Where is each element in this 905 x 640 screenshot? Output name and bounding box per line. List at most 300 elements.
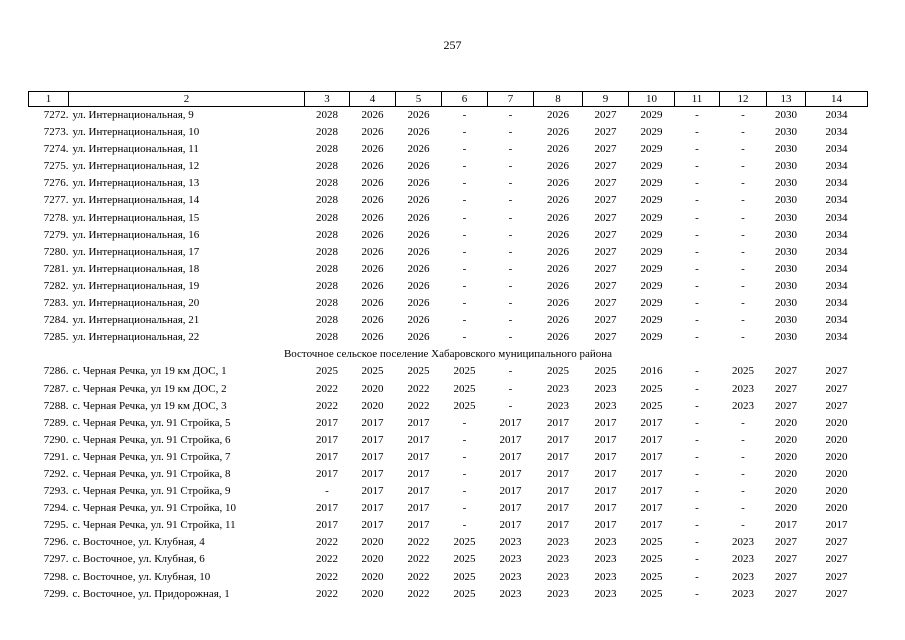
- address-cell: с. Черная Речка, ул. 91 Стройка, 10: [72, 502, 237, 515]
- address-cell: ул. Интернациональная, 21: [72, 314, 200, 327]
- year-cell: 2023: [499, 536, 522, 549]
- table-row: [29, 586, 868, 603]
- year-cell: 2026: [407, 177, 430, 190]
- year-cell: 2025: [407, 365, 430, 378]
- year-cell: -: [462, 297, 467, 310]
- row-number: 7287.: [43, 382, 69, 395]
- year-cell: -: [462, 279, 467, 292]
- year-cell: -: [462, 143, 467, 156]
- year-cell: 2023: [594, 399, 617, 412]
- year-cell: -: [508, 399, 513, 412]
- year-cell: 2027: [775, 536, 797, 549]
- year-cell: 2017: [640, 450, 663, 463]
- year-cell: 2027: [594, 262, 617, 275]
- year-cell: -: [462, 416, 467, 429]
- year-cell: 2017: [316, 416, 338, 429]
- year-cell: 2026: [361, 297, 384, 310]
- year-cell: 2023: [499, 587, 522, 600]
- year-cell: 2022: [316, 382, 338, 395]
- table-row: [29, 329, 868, 346]
- year-cell: -: [741, 177, 745, 190]
- year-cell: -: [508, 382, 513, 395]
- table-row: [29, 175, 868, 192]
- year-cell: 2026: [547, 245, 569, 258]
- year-cell: 2027: [594, 245, 617, 258]
- year-cell: 2017: [316, 502, 338, 515]
- row-number: 7286.: [43, 365, 69, 378]
- year-cell: 2034: [825, 279, 848, 292]
- year-cell: 2027: [825, 587, 848, 600]
- year-cell: 2029: [640, 314, 663, 327]
- year-cell: 2022: [407, 587, 430, 600]
- year-cell: -: [462, 211, 467, 224]
- year-cell: 2017: [361, 485, 384, 498]
- year-cell: 2030: [775, 262, 797, 275]
- year-cell: 2025: [640, 570, 663, 583]
- year-cell: 2025: [547, 365, 569, 378]
- table-row: [29, 124, 868, 141]
- year-cell: 2030: [775, 228, 797, 241]
- year-cell: -: [741, 160, 745, 173]
- year-cell: 2030: [775, 194, 797, 207]
- year-cell: 2020: [361, 553, 384, 566]
- year-cell: -: [741, 314, 745, 327]
- year-cell: 2017: [407, 467, 430, 480]
- year-cell: 2026: [407, 245, 430, 258]
- year-cell: -: [695, 211, 699, 224]
- address-cell: ул. Интернациональная, 10: [72, 126, 200, 139]
- address-cell: с. Черная Речка, ул. 91 Стройка, 11: [72, 519, 236, 532]
- row-number: 7293.: [43, 485, 69, 498]
- year-cell: 2017: [594, 450, 617, 463]
- year-cell: 2022: [407, 382, 430, 395]
- section-title: Восточное сельское поселение Хабаровского муниципального района: [283, 348, 613, 361]
- address-cell: ул. Интернациональная, 16: [72, 228, 200, 241]
- row-number: 7272.: [43, 109, 69, 121]
- row-number: 7273.: [43, 126, 69, 139]
- year-cell: 2023: [547, 570, 569, 583]
- year-cell: 2027: [594, 331, 617, 344]
- year-cell: -: [508, 194, 513, 207]
- row-number: 7279.: [43, 228, 69, 241]
- address-cell: ул. Интернациональная, 9: [72, 109, 194, 121]
- year-cell: 2020: [825, 467, 848, 480]
- year-cell: 2017: [640, 502, 663, 515]
- registry-table: [28, 91, 868, 603]
- year-cell: -: [741, 485, 745, 498]
- year-cell: 2030: [775, 331, 797, 344]
- year-cell: 2026: [547, 126, 569, 139]
- row-number: 7299.: [43, 587, 69, 600]
- year-cell: 2028: [316, 297, 338, 310]
- table-row: [29, 381, 868, 398]
- year-cell: 2020: [775, 416, 797, 429]
- year-cell: 2023: [594, 587, 617, 600]
- year-cell: 2026: [361, 177, 384, 190]
- table-row: [29, 483, 868, 500]
- row-number: 7281.: [43, 262, 69, 275]
- year-cell: -: [508, 177, 513, 190]
- row-number: 7274.: [43, 143, 69, 156]
- year-cell: -: [462, 228, 467, 241]
- year-cell: -: [462, 177, 467, 190]
- year-cell: -: [741, 450, 745, 463]
- year-cell: 2027: [825, 399, 848, 412]
- year-cell: 2017: [547, 416, 569, 429]
- year-cell: 2026: [361, 160, 384, 173]
- address-cell: с. Черная Речка, ул. 91 Стройка, 7: [72, 450, 231, 463]
- year-cell: -: [695, 228, 699, 241]
- year-cell: 2027: [594, 109, 617, 121]
- year-cell: 2027: [594, 228, 617, 241]
- table-row: [29, 278, 868, 295]
- year-cell: -: [462, 519, 467, 532]
- year-cell: -: [741, 109, 745, 121]
- address-cell: с. Восточное, ул. Клубная, 4: [72, 536, 205, 549]
- year-cell: -: [508, 245, 513, 258]
- year-cell: -: [695, 109, 699, 121]
- year-cell: -: [462, 109, 467, 121]
- year-cell: 2017: [316, 467, 338, 480]
- year-cell: 2020: [361, 587, 384, 600]
- table-row: [29, 141, 868, 158]
- year-cell: 2017: [547, 450, 569, 463]
- address-cell: ул. Интернациональная, 22: [72, 331, 200, 344]
- year-cell: 2023: [499, 553, 522, 566]
- year-cell: 2026: [547, 211, 569, 224]
- year-cell: 2026: [407, 211, 430, 224]
- year-cell: 2027: [594, 160, 617, 173]
- table-row: [29, 363, 868, 380]
- header-cell: 3: [305, 92, 350, 107]
- year-cell: -: [695, 279, 699, 292]
- row-number: 7277.: [43, 194, 69, 207]
- year-cell: 2026: [407, 194, 430, 207]
- year-cell: 2017: [499, 502, 522, 515]
- year-cell: 2029: [640, 160, 663, 173]
- year-cell: 2027: [594, 279, 617, 292]
- year-cell: 2034: [825, 314, 848, 327]
- year-cell: 2017: [316, 433, 338, 446]
- year-cell: -: [695, 467, 699, 480]
- address-cell: с. Восточное, ул. Клубная, 6: [72, 553, 205, 566]
- address-cell: с. Черная Речка, ул. 91 Стройка, 6: [72, 433, 231, 446]
- year-cell: 2017: [499, 519, 522, 532]
- year-cell: -: [695, 433, 699, 446]
- year-cell: -: [695, 382, 699, 395]
- year-cell: -: [462, 314, 467, 327]
- year-cell: 2029: [640, 177, 663, 190]
- year-cell: 2022: [316, 399, 338, 412]
- year-cell: 2025: [453, 587, 476, 600]
- year-cell: 2020: [825, 485, 848, 498]
- year-cell: 2028: [316, 279, 338, 292]
- year-cell: 2028: [316, 160, 338, 173]
- address-cell: ул. Интернациональная, 19: [72, 279, 200, 292]
- year-cell: 2017: [640, 467, 663, 480]
- row-number: 7276.: [43, 177, 69, 190]
- table-row: [29, 107, 868, 125]
- year-cell: -: [695, 587, 699, 600]
- year-cell: 2027: [594, 126, 617, 139]
- year-cell: -: [741, 331, 745, 344]
- year-cell: 2029: [640, 228, 663, 241]
- year-cell: 2022: [407, 536, 430, 549]
- year-cell: -: [695, 245, 699, 258]
- year-cell: -: [462, 485, 467, 498]
- year-cell: 2026: [547, 297, 569, 310]
- row-number: 7278.: [43, 211, 69, 224]
- year-cell: -: [462, 126, 467, 139]
- year-cell: 2029: [640, 262, 663, 275]
- year-cell: 2025: [640, 536, 663, 549]
- year-cell: 2029: [640, 331, 663, 344]
- header-cell: 6: [442, 92, 488, 107]
- year-cell: 2026: [361, 331, 384, 344]
- year-cell: 2026: [407, 143, 430, 156]
- year-cell: 2025: [640, 553, 663, 566]
- table-row: [29, 551, 868, 568]
- year-cell: 2026: [361, 109, 384, 121]
- year-cell: -: [695, 194, 699, 207]
- year-cell: 2034: [825, 297, 848, 310]
- year-cell: -: [741, 297, 745, 310]
- year-cell: 2025: [594, 365, 617, 378]
- year-cell: 2030: [775, 109, 797, 121]
- row-number: 7282.: [43, 279, 69, 292]
- year-cell: 2022: [316, 570, 338, 583]
- year-cell: -: [462, 331, 467, 344]
- year-cell: 2028: [316, 314, 338, 327]
- year-cell: 2026: [407, 331, 430, 344]
- year-cell: 2023: [732, 570, 754, 583]
- year-cell: 2017: [407, 433, 430, 446]
- year-cell: 2017: [361, 433, 384, 446]
- year-cell: 2025: [453, 365, 476, 378]
- year-cell: 2023: [732, 587, 754, 600]
- year-cell: 2023: [732, 536, 754, 549]
- year-cell: 2017: [825, 519, 848, 532]
- year-cell: 2029: [640, 194, 663, 207]
- year-cell: 2017: [547, 433, 569, 446]
- year-cell: 2017: [499, 433, 522, 446]
- year-cell: 2028: [316, 109, 338, 121]
- address-cell: ул. Интернациональная, 12: [72, 160, 200, 173]
- year-cell: -: [741, 416, 745, 429]
- year-cell: 2017: [361, 502, 384, 515]
- year-cell: 2017: [499, 485, 522, 498]
- year-cell: 2030: [775, 245, 797, 258]
- year-cell: 2026: [547, 279, 569, 292]
- year-cell: -: [325, 485, 329, 498]
- year-cell: 2026: [547, 331, 569, 344]
- address-cell: ул. Интернациональная, 15: [72, 211, 200, 224]
- year-cell: -: [741, 467, 745, 480]
- year-cell: -: [695, 485, 699, 498]
- table-row: [29, 295, 868, 312]
- year-cell: -: [695, 416, 699, 429]
- year-cell: 2026: [361, 279, 384, 292]
- row-number: 7284.: [43, 314, 69, 327]
- year-cell: -: [508, 297, 513, 310]
- year-cell: 2026: [547, 314, 569, 327]
- row-number: 7283.: [43, 297, 69, 310]
- address-cell: ул. Интернациональная, 13: [72, 177, 200, 190]
- section-row: [29, 346, 868, 363]
- year-cell: 2026: [361, 194, 384, 207]
- year-cell: 2017: [594, 502, 617, 515]
- year-cell: -: [508, 228, 513, 241]
- row-number: 7292.: [43, 467, 69, 480]
- table-row: [29, 569, 868, 586]
- row-number: 7275.: [43, 160, 69, 173]
- year-cell: -: [695, 160, 699, 173]
- year-cell: 2026: [407, 314, 430, 327]
- year-cell: 2017: [361, 519, 384, 532]
- year-cell: -: [695, 126, 699, 139]
- year-cell: -: [741, 194, 745, 207]
- year-cell: 2026: [407, 109, 430, 121]
- year-cell: 2034: [825, 126, 848, 139]
- year-cell: 2026: [547, 160, 569, 173]
- year-cell: -: [462, 502, 467, 515]
- year-cell: 2023: [547, 587, 569, 600]
- year-cell: -: [462, 194, 467, 207]
- table-row: [29, 398, 868, 415]
- year-cell: 2028: [316, 177, 338, 190]
- year-cell: 2028: [316, 143, 338, 156]
- year-cell: 2034: [825, 228, 848, 241]
- year-cell: 2034: [825, 331, 848, 344]
- address-cell: с. Черная Речка, ул 19 км ДОС, 2: [72, 382, 227, 395]
- year-cell: -: [741, 126, 745, 139]
- year-cell: -: [508, 211, 513, 224]
- year-cell: 2017: [594, 485, 617, 498]
- header-cell: 11: [675, 92, 720, 107]
- address-cell: с. Черная Речка, ул. 91 Стройка, 8: [72, 467, 231, 480]
- year-cell: 2034: [825, 245, 848, 258]
- year-cell: -: [695, 553, 699, 566]
- year-cell: 2023: [732, 553, 754, 566]
- year-cell: 2020: [775, 433, 797, 446]
- address-cell: с. Черная Речка, ул 19 км ДОС, 3: [72, 399, 227, 412]
- year-cell: 2030: [775, 160, 797, 173]
- year-cell: -: [741, 433, 745, 446]
- header-cell: 10: [629, 92, 675, 107]
- year-cell: -: [462, 450, 467, 463]
- header-cell: 1: [29, 92, 69, 107]
- year-cell: 2029: [640, 297, 663, 310]
- year-cell: 2029: [640, 109, 663, 121]
- year-cell: -: [695, 570, 699, 583]
- year-cell: -: [741, 143, 745, 156]
- table-row: [29, 449, 868, 466]
- year-cell: 2017: [640, 485, 663, 498]
- year-cell: -: [695, 536, 699, 549]
- year-cell: 2025: [361, 365, 384, 378]
- year-cell: 2030: [775, 279, 797, 292]
- row-number: 7291.: [43, 450, 69, 463]
- header-cell: 5: [396, 92, 442, 107]
- year-cell: 2028: [316, 331, 338, 344]
- year-cell: 2026: [361, 245, 384, 258]
- year-cell: 2020: [825, 433, 848, 446]
- row-number: 7294.: [43, 502, 69, 515]
- year-cell: 2028: [316, 194, 338, 207]
- year-cell: 2020: [775, 502, 797, 515]
- header-cell: 7: [488, 92, 534, 107]
- year-cell: -: [695, 314, 699, 327]
- year-cell: 2030: [775, 297, 797, 310]
- year-cell: 2026: [407, 160, 430, 173]
- year-cell: 2026: [547, 194, 569, 207]
- year-cell: 2027: [594, 177, 617, 190]
- table-row: [29, 192, 868, 209]
- year-cell: 2022: [316, 536, 338, 549]
- year-cell: 2026: [547, 109, 569, 121]
- year-cell: 2020: [361, 570, 384, 583]
- year-cell: 2027: [594, 194, 617, 207]
- year-cell: -: [695, 450, 699, 463]
- row-number: 7289.: [43, 416, 69, 429]
- year-cell: 2023: [594, 382, 617, 395]
- year-cell: 2027: [775, 553, 797, 566]
- year-cell: 2027: [825, 365, 848, 378]
- year-cell: 2020: [775, 450, 797, 463]
- year-cell: 2026: [547, 262, 569, 275]
- table-row: [29, 415, 868, 432]
- year-cell: 2022: [407, 399, 430, 412]
- year-cell: 2027: [775, 382, 797, 395]
- year-cell: 2029: [640, 245, 663, 258]
- year-cell: 2023: [499, 570, 522, 583]
- year-cell: 2020: [825, 450, 848, 463]
- year-cell: 2034: [825, 211, 848, 224]
- year-cell: -: [695, 331, 699, 344]
- year-cell: 2017: [547, 502, 569, 515]
- year-cell: -: [695, 297, 699, 310]
- year-cell: -: [508, 143, 513, 156]
- year-cell: -: [462, 245, 467, 258]
- year-cell: 2023: [594, 570, 617, 583]
- year-cell: 2030: [775, 177, 797, 190]
- year-cell: 2017: [407, 450, 430, 463]
- year-cell: 2020: [361, 536, 384, 549]
- year-cell: 2023: [547, 382, 569, 395]
- year-cell: 2027: [775, 570, 797, 583]
- year-cell: 2027: [825, 570, 848, 583]
- year-cell: 2027: [825, 553, 848, 566]
- header-row: [29, 92, 868, 107]
- year-cell: 2022: [316, 587, 338, 600]
- year-cell: 2030: [775, 211, 797, 224]
- table-row: [29, 227, 868, 244]
- year-cell: 2029: [640, 143, 663, 156]
- year-cell: 2017: [547, 485, 569, 498]
- year-cell: 2017: [594, 519, 617, 532]
- address-cell: ул. Интернациональная, 11: [72, 143, 199, 156]
- year-cell: -: [462, 467, 467, 480]
- year-cell: 2025: [640, 587, 663, 600]
- year-cell: -: [508, 126, 513, 139]
- header-cell: 13: [767, 92, 806, 107]
- year-cell: -: [741, 279, 745, 292]
- year-cell: 2030: [775, 143, 797, 156]
- year-cell: -: [695, 502, 699, 515]
- year-cell: 2017: [499, 416, 522, 429]
- header-cell: 2: [69, 92, 305, 107]
- year-cell: 2026: [361, 211, 384, 224]
